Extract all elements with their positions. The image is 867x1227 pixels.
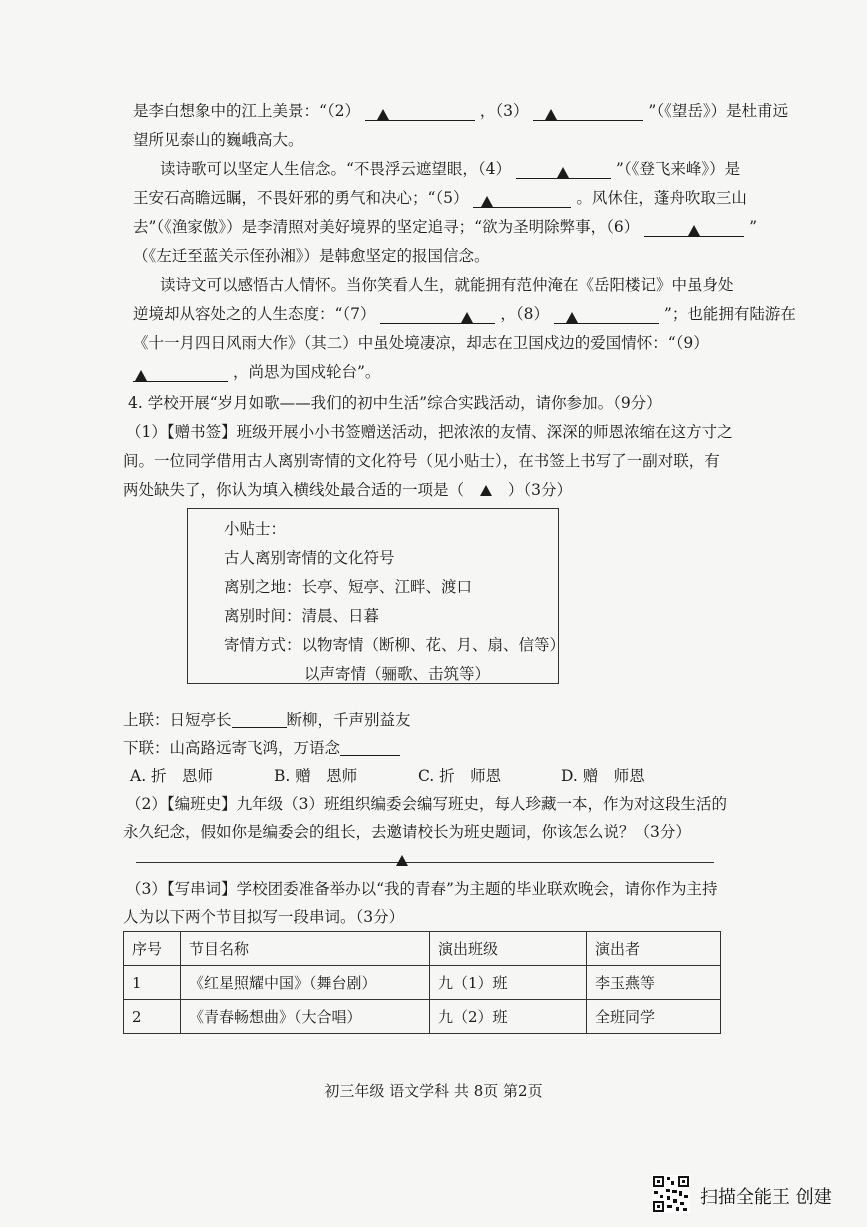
text-line <box>133 188 747 208</box>
table-header: 演出班级 <box>430 932 587 966</box>
text-line: 望所见泰山的巍峨高大。 <box>133 131 304 149</box>
text-segment: 去”（《渔家傲》）是李清照对美好境界的坚定追寻；“欲为圣明除弊事，（6） <box>133 218 640 236</box>
table-header: 节目名称 <box>181 932 430 966</box>
page-footer: 初三年级 语文学科 共 8页 第2页 <box>324 1082 543 1100</box>
answer-blank <box>473 191 571 208</box>
text-line: （3）【写串词】学校团委准备举办以“我的青春”为主题的毕业联欢晚会，请你作为主持 <box>126 880 718 898</box>
table-cell: 九（2）班 <box>430 1000 587 1034</box>
answer-blank <box>644 220 744 237</box>
table-cell: 九（1）班 <box>430 966 587 1000</box>
tips-item: 离别之地：长亭、短亭、江畔、渡口 <box>224 578 473 596</box>
option-a: A. 折 恩师 <box>130 767 214 785</box>
couplet-lower <box>123 738 400 758</box>
table-cell: 李玉燕等 <box>587 966 721 1000</box>
option-b: B. 赠 恩师 <box>274 767 358 785</box>
text-segment: 是李白想象中的江上美景：“（2） <box>133 102 361 120</box>
answer-blank <box>516 162 611 179</box>
option-d: D. 赠 师恩 <box>561 767 645 785</box>
text-segment: 下联：山高路远寄飞鸿，万语念 <box>123 739 341 757</box>
tips-item: 寄情方式：以物寄情（断柳、花、月、扇、信等） <box>224 636 566 654</box>
text-segment: 读诗歌可以坚定人生信念。“不畏浮云遮望眼，（4） <box>160 160 512 178</box>
text-line <box>133 101 788 121</box>
text-line: （《左迁至蓝关示侄孙湘》）是韩愈坚定的报国信念。 <box>133 247 490 265</box>
table-cell: 《红星照耀中国》（舞台剧） <box>181 966 430 1000</box>
triangle-icon <box>566 312 578 323</box>
triangle-icon <box>396 855 408 866</box>
option-c: C. 折 师恩 <box>418 767 502 785</box>
text-segment: 王安石高瞻远瞩，不畏奸邪的勇气和决心；“（5） <box>133 189 469 207</box>
watermark-text: 扫描全能王 创建 <box>700 1187 832 1208</box>
text-line: （2）【编班史】九年级（3）班组织编委会编写班史，每人珍藏一本，作为对这段生活的 <box>126 795 727 813</box>
text-line <box>133 362 380 382</box>
tips-item: 离别时间：清晨、日暮 <box>224 607 380 625</box>
answer-blank <box>533 104 643 121</box>
table-cell: 《青春畅想曲》（大合唱） <box>181 1000 430 1034</box>
answer-blank <box>365 104 475 121</box>
text-segment: ” <box>749 218 758 236</box>
answer-blank <box>133 365 228 382</box>
answer-line <box>136 862 714 863</box>
text-line: 永久纪念，假如你是编委会的组长，去邀请校长为班史题词，你该怎么说？（3分） <box>123 823 691 841</box>
text-segment: ）（3分） <box>507 481 573 499</box>
text-segment: 逆境却从容处之的人生态度：“（7） <box>133 305 376 323</box>
text-segment: ，（8） <box>500 305 550 323</box>
text-segment: ”；也能拥有陆游在 <box>663 305 796 323</box>
question-heading: 4. 学校开展“岁月如歌——我们的初中生活”综合实践活动，请你参加。（9分） <box>128 394 662 412</box>
table-header-row <box>124 932 721 966</box>
table-header: 演出者 <box>587 932 721 966</box>
answer-blank <box>554 307 659 324</box>
table-header: 序号 <box>124 932 181 966</box>
text-segment: 上联：日短亭长 <box>123 711 232 729</box>
table-cell: 2 <box>124 1000 181 1034</box>
text-segment: ，尚思为国戍轮台”。 <box>232 363 381 381</box>
text-line: （1）【赠书签】班级开展小小书签赠送活动，把浓浓的友情、深深的师恩浓缩在这方寸之 <box>126 423 733 441</box>
text-segment: 两处缺失了，你认为填入横线处最合适的一项是（ <box>123 481 465 499</box>
text-segment: 断柳，千声别益友 <box>286 711 411 729</box>
text-line: 人为以下两个节目拟写一段串词。（3分） <box>123 908 405 926</box>
answer-blank <box>340 739 400 756</box>
text-segment: 。风休住，蓬舟吹取三山 <box>576 189 747 207</box>
text-line: 间。一位同学借用古人离别寄情的文化符号（见小贴士），在书签上书写了一副对联，有 <box>123 452 720 470</box>
tips-heading: 古人离别寄情的文化符号 <box>224 549 395 567</box>
table-row <box>124 966 721 1000</box>
answer-blank <box>380 307 495 324</box>
text-segment: ”（《登飞来峰》）是 <box>615 160 741 178</box>
text-segment: ”（《望岳》）是杜甫远 <box>648 102 789 120</box>
triangle-icon <box>135 370 147 381</box>
text-line: 读诗文可以感悟古人情怀。当你笑看人生，就能拥有范仲淹在《岳阳楼记》中虽身处 <box>160 276 734 294</box>
couplet-upper <box>123 710 411 730</box>
text-line <box>133 217 757 237</box>
program-table <box>123 931 721 1034</box>
tips-title: 小贴士： <box>224 520 287 538</box>
text-line <box>160 159 740 179</box>
triangle-icon <box>688 225 700 236</box>
triangle-icon <box>461 312 473 323</box>
triangle-icon <box>481 196 493 207</box>
table-cell: 1 <box>124 966 181 1000</box>
answer-slot <box>469 480 503 500</box>
answer-blank <box>232 711 287 728</box>
table-cell: 全班同学 <box>587 1000 721 1034</box>
text-line <box>133 304 796 324</box>
answer-marker <box>394 850 410 870</box>
triangle-icon <box>377 109 389 120</box>
text-segment: ，（3） <box>479 102 529 120</box>
table-row <box>124 1000 721 1034</box>
qr-code-icon <box>652 1175 690 1213</box>
tips-item: 以声寄情（骊歌、击筑等） <box>304 665 491 683</box>
triangle-icon <box>545 109 557 120</box>
triangle-icon <box>480 485 492 496</box>
text-line: 《十一月四日风雨大作》（其二）中虽处境凄凉，却志在卫国戍边的爱国情怀：“（9） <box>133 334 709 352</box>
text-line <box>123 480 572 500</box>
triangle-icon <box>557 167 569 178</box>
